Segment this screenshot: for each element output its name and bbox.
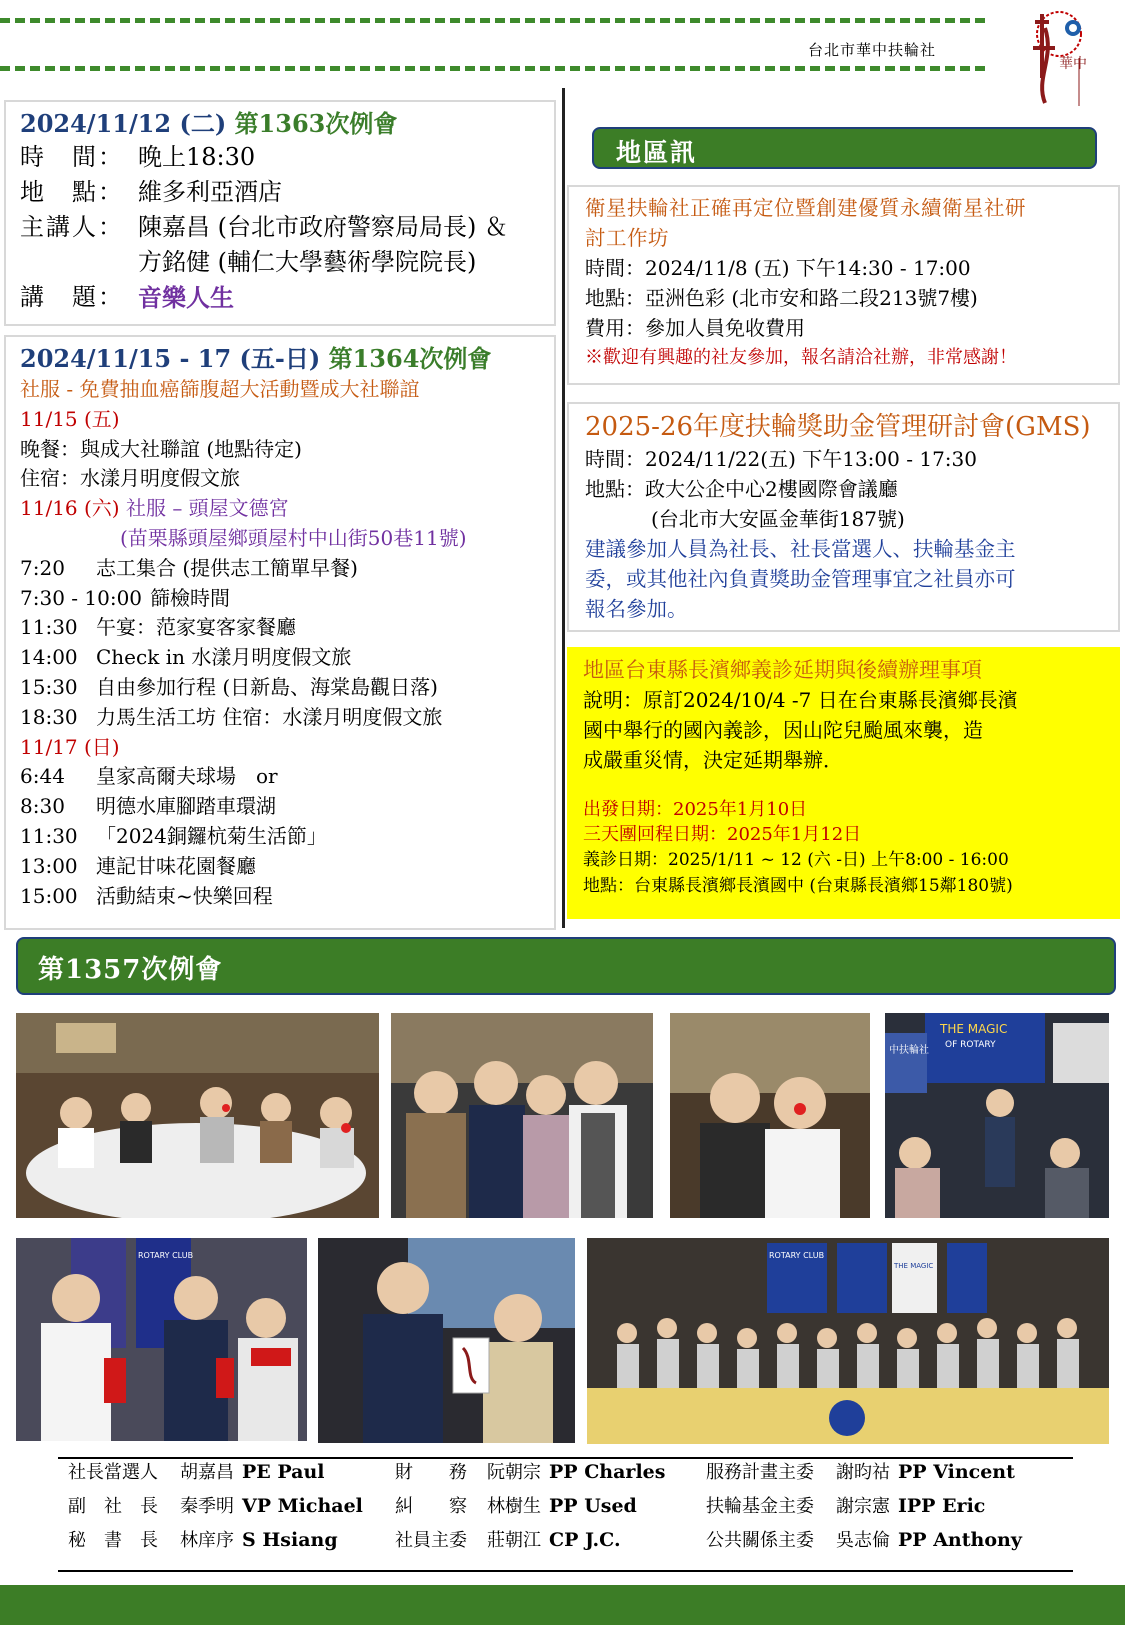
speaker-label: 主講人： — [20, 213, 124, 241]
day2-schedule-time: 7:20 — [20, 555, 65, 580]
club-name: 台北市華中扶輪社 — [808, 41, 937, 59]
day2-schedule-item — [20, 613, 554, 643]
officer-role: 副 社 長 — [68, 1496, 158, 1517]
day3-schedule-item — [20, 792, 554, 822]
day2-schedule-activity: 志工集合 (提供志工簡單早餐) — [96, 555, 358, 580]
officer-entry — [706, 1458, 1015, 1484]
news1-place: 地點：亞洲色彩 (北市安和路二段213號7樓) — [585, 286, 978, 310]
officer-role: 社員主委 — [395, 1530, 467, 1551]
club-logo — [1015, 8, 1095, 112]
officer-entry — [395, 1526, 621, 1552]
photo-speaker-podium — [885, 1013, 1109, 1218]
header-dashed-line-bottom — [0, 66, 985, 71]
officer-entry — [68, 1458, 325, 1484]
news1-time: 時間：2024/11/8 (五) 下午14:30 - 17:00 — [585, 256, 971, 280]
photo4-sub: OF ROTARY — [945, 1040, 996, 1050]
day2-schedule-activity: 篩檢時間 — [150, 585, 231, 610]
officer-entry — [68, 1492, 363, 1518]
officer-role: 財 務 — [395, 1462, 467, 1483]
photo-two-men — [670, 1013, 870, 1218]
footer-bar — [0, 1585, 1125, 1625]
news2-place-address: (台北市大安區金華街187號) — [651, 507, 905, 531]
time-label: 時 間： — [20, 143, 124, 171]
day2-schedule — [20, 554, 554, 733]
news2-title: 2025-26年度扶輪獎助金管理研討會(GMS) — [585, 412, 1091, 442]
meeting-1363-title — [20, 108, 554, 140]
photo-red-envelopes — [16, 1238, 307, 1441]
topic-label: 講 題： — [20, 283, 124, 311]
officer-title-en: IPP Eric — [898, 1495, 986, 1517]
day2-schedule-time: 7:30 - 10:00 — [20, 585, 143, 610]
day2-schedule-item — [20, 584, 554, 614]
day1-lodging: 住宿：水漾月明度假文旅 — [20, 466, 240, 491]
speaker-line-1: 陳嘉昌 (台北市政府警察局局長) ＆ — [138, 213, 508, 241]
officer-role: 公共關係主委 — [706, 1530, 814, 1551]
day3-schedule-time: 13:00 — [20, 853, 78, 878]
officer-title-en: PP Charles — [549, 1461, 666, 1483]
meeting-1363-date: 2024/11/12 (二) — [20, 109, 227, 138]
meeting-1363-speaker-2 — [20, 245, 554, 280]
meeting-1364-number: 第1364次例會 — [328, 344, 492, 373]
officer-title-en: PE Paul — [242, 1461, 325, 1483]
district-news-1 — [567, 185, 1120, 385]
photo-banquet-table — [16, 1013, 379, 1218]
day2-schedule-item — [20, 703, 554, 733]
officer-role: 糾 察 — [395, 1496, 467, 1517]
officer-entry — [395, 1458, 665, 1484]
officer-title-en: CP J.C. — [549, 1529, 621, 1551]
officer-title-en: VP Michael — [242, 1495, 363, 1517]
day3-schedule-item — [20, 852, 554, 882]
officer-name: 吳志倫 — [836, 1530, 890, 1551]
logo-text: 華中 — [1059, 56, 1087, 72]
officer-name: 秦季明 — [180, 1496, 234, 1517]
news3-location: 地點：台東縣長濱鄉長濱國中 (台東縣長濱鄉15鄰180號) — [583, 876, 1013, 896]
officer-role: 秘 書 長 — [68, 1530, 158, 1551]
news2-time: 時間：2024/11/22(五) 下午13:00 - 17:30 — [585, 447, 977, 471]
news3-depart-date: 出發日期：2025年1月10日 — [583, 799, 808, 820]
speaker-line-2: 方銘健 (輔仁大學藝術學院院長) — [138, 248, 477, 276]
day2-event: 社服 – 頭屋文德宮 — [125, 496, 289, 521]
officer-title-en: PP Vincent — [898, 1461, 1015, 1483]
day3-schedule-activity: 皇家高爾夫球場 or — [96, 764, 278, 789]
meeting-1363-place — [20, 175, 554, 210]
day3-schedule-activity: 連記甘味花園餐廳 — [96, 853, 256, 878]
news2-desc-2: 委，或其他社內負責獎助金管理事宜之社員亦可 — [585, 567, 1016, 591]
day3-schedule-item — [20, 762, 554, 792]
officer-title-en: PP Used — [549, 1495, 637, 1517]
day3-schedule-time: 11:30 — [20, 823, 78, 848]
meeting-1364-subtitle: 社服 - 免費抽血癌篩腹超大活動暨成大社聯誼 — [20, 377, 420, 401]
news3-desc-1: 說明：原訂2024/10/4 -7 日在台東縣長濱鄉長濱 — [583, 688, 1018, 712]
photo4-club: 中扶輪社 — [889, 1045, 929, 1056]
day2-schedule-activity: 午宴：范家宴客家餐廳 — [96, 615, 296, 640]
news3-title: 地區台東縣長濱鄉義診延期與後續辦理事項 — [583, 658, 982, 682]
day2-schedule-item — [20, 673, 554, 703]
meeting-1364-title — [20, 343, 554, 375]
day2-schedule-activity: 力馬生活工坊 住宿：水漾月明度假文旅 — [96, 704, 443, 729]
news3-desc-2: 國中舉行的國內義診，因山陀兒颱風來襲，造 — [583, 718, 983, 742]
officer-name: 阮朝宗 — [487, 1462, 541, 1483]
day3-schedule-time: 6:44 — [20, 764, 65, 789]
photo-group-stage — [587, 1238, 1109, 1444]
day2-schedule-time: 14:00 — [20, 645, 78, 670]
day2-schedule-activity: 自由參加行程 (日新島、海棠島觀日落) — [96, 674, 438, 699]
photo4-banner: THE MAGIC — [940, 1022, 1008, 1036]
day3-heading: 11/17 (日) — [20, 734, 120, 759]
officer-name: 胡嘉昌 — [180, 1462, 234, 1483]
day1-heading: 11/15 (五) — [20, 406, 120, 431]
place-label: 地 點： — [20, 178, 124, 206]
day1-dinner: 晚餐：與成大社聯誼 (地點待定) — [20, 436, 302, 461]
day2-schedule-time: 18:30 — [20, 704, 78, 729]
photo-group-five — [391, 1013, 653, 1218]
day2-address: (苗栗縣頭屋鄉頭屋村中山街50巷11號) — [120, 525, 467, 550]
news1-note: ※歡迎有興趣的社友參加，報名請洽社辦，非常感謝！ — [585, 347, 1017, 368]
news2-place: 地點：政大公企中心2樓國際會議廳 — [585, 477, 898, 501]
meeting-1363-time — [20, 140, 554, 175]
officer-role: 扶輪基金主委 — [706, 1496, 814, 1517]
day3-schedule-activity: 「2024銅鑼杭菊生活節」 — [96, 823, 327, 848]
meeting-1357-header: 第1357次例會 — [16, 937, 1116, 995]
officer-entry — [706, 1492, 985, 1518]
officer-name: 謝昀祜 — [836, 1462, 890, 1483]
officer-name: 莊朝江 — [487, 1530, 541, 1551]
place-value: 維多利亞酒店 — [138, 178, 282, 206]
day3-schedule-time: 8:30 — [20, 794, 65, 819]
officer-entry — [706, 1526, 1022, 1552]
district-news-2 — [567, 402, 1120, 632]
day3-schedule-time: 15:00 — [20, 883, 78, 908]
officer-name: 謝宗憲 — [836, 1496, 890, 1517]
officer-name: 林庠序 — [180, 1530, 234, 1551]
news3-desc-3: 成嚴重災情，決定延期舉辦． — [583, 748, 843, 772]
officer-entry — [395, 1492, 637, 1518]
meeting-1363-box — [4, 100, 556, 326]
day3-schedule-item — [20, 882, 554, 912]
district-news-3 — [567, 647, 1120, 919]
day2-heading — [20, 494, 554, 524]
day2-schedule-activity: Check in 水漾月明度假文旅 — [96, 645, 352, 670]
day3-schedule — [20, 762, 554, 911]
photo8-banner: ROTARY CLUB — [769, 1251, 825, 1260]
photo8-magic: THE MAGIC — [894, 1262, 934, 1270]
news1-fee: 費用：參加人員免收費用 — [585, 316, 805, 340]
officer-entry — [68, 1526, 338, 1552]
day3-schedule-activity: 活動結束~快樂回程 — [96, 883, 273, 908]
meeting-1363-number: 第1363次例會 — [234, 109, 398, 138]
day2-schedule-item — [20, 554, 554, 584]
officer-role: 服務計畫主委 — [706, 1462, 814, 1483]
meeting-1364-box — [4, 335, 556, 930]
day2-schedule-time: 15:30 — [20, 674, 78, 699]
photo5-banner: ROTARY CLUB — [138, 1251, 194, 1260]
news2-desc-1: 建議參加人員為社長、社長當選人、扶輪基金主 — [585, 537, 1016, 561]
day2-schedule-item — [20, 643, 554, 673]
meeting-1363-topic — [20, 280, 554, 315]
day3-schedule-activity: 明德水庫腳踏車環湖 — [96, 794, 276, 819]
news2-desc-3: 報名參加。 — [585, 597, 688, 621]
officer-role: 社長當選人 — [68, 1462, 158, 1483]
news3-return-date: 三天團回程日期：2025年1月12日 — [583, 824, 862, 845]
news3-clinic-date: 義診日期：2025/1/11 ~ 12 (六 -日) 上午8:00 - 16:00 — [583, 850, 1009, 870]
day2-date: 11/16 (六) — [20, 496, 120, 521]
news1-title-line2: 討工作坊 — [585, 226, 669, 250]
district-news-header: 地區訊 — [592, 127, 1097, 169]
column-divider — [562, 88, 565, 928]
time-value: 晚上18:30 — [138, 143, 256, 171]
news1-title-line1: 衛星扶輪社正確再定位暨創建優質永續衛星社研 — [585, 196, 1026, 220]
day2-schedule-time: 11:30 — [20, 615, 78, 640]
officer-name: 林樹生 — [487, 1496, 541, 1517]
officer-title-en: PP Anthony — [898, 1529, 1022, 1551]
officer-title-en: S Hsiang — [242, 1529, 338, 1551]
header-dashed-line-top — [0, 18, 985, 23]
meeting-1363-speaker — [20, 210, 554, 245]
topic-value: 音樂人生 — [138, 283, 234, 312]
day3-schedule-item — [20, 822, 554, 852]
officers-bottom-line — [58, 1570, 1073, 1572]
photo-gift-exchange — [318, 1238, 575, 1443]
meeting-1364-date: 2024/11/15 - 17 (五-日) — [20, 344, 321, 373]
